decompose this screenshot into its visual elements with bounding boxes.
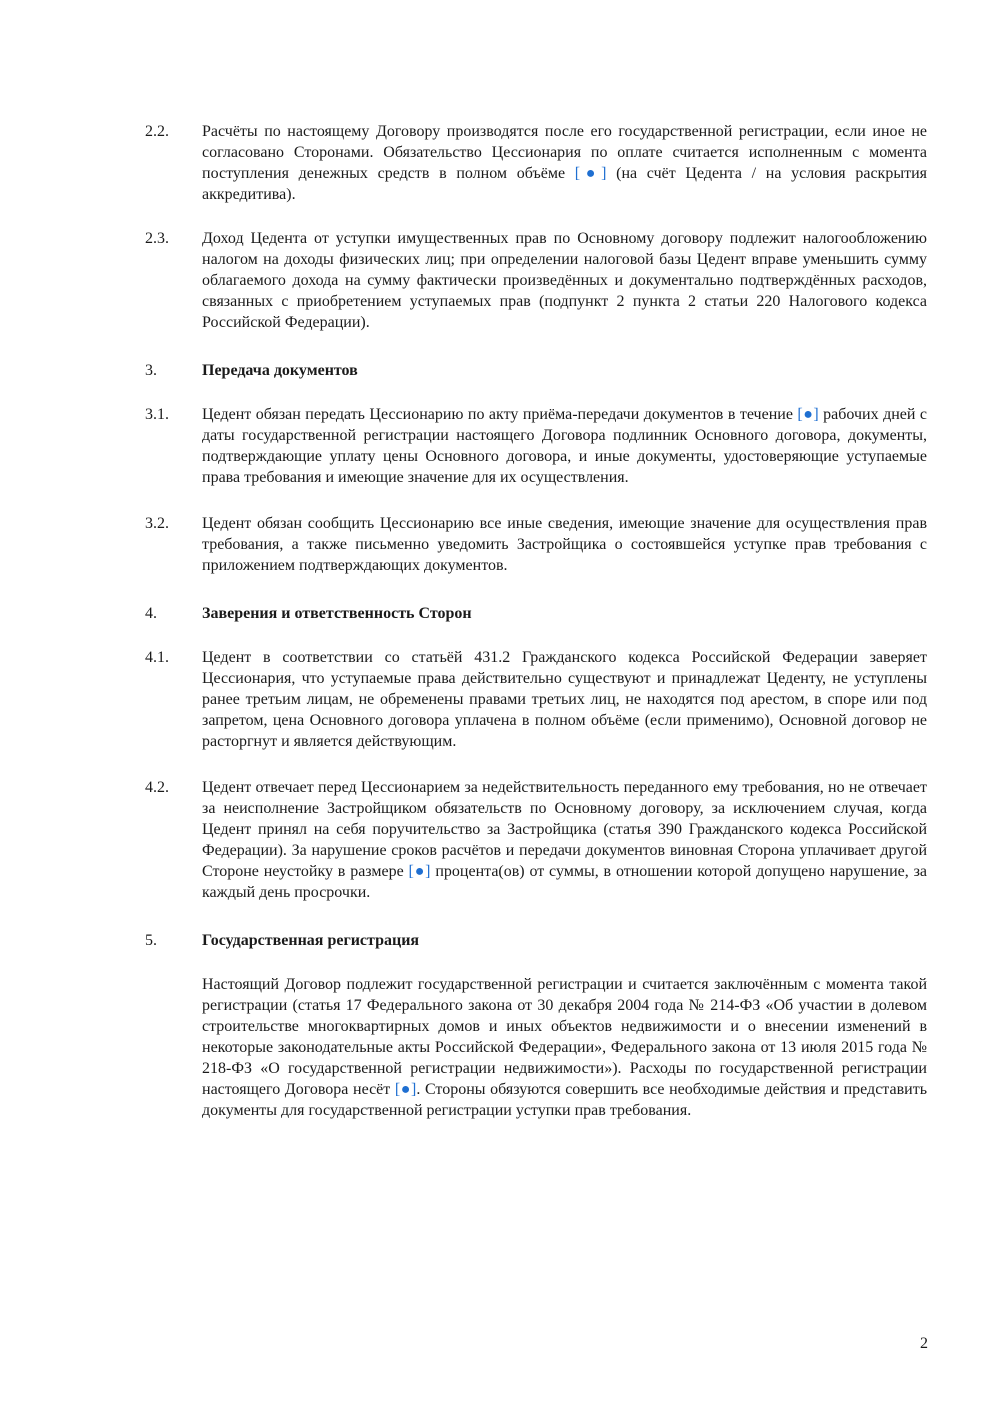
clause-3-1 [145, 404, 927, 488]
clause-3-2 [145, 513, 927, 576]
clause-number: 3.2. [145, 515, 169, 532]
clause-number: 3.1. [145, 406, 169, 423]
clause-number: 2.2. [145, 123, 169, 140]
clause-text-part: процента(ов) от суммы, в отношении которой допущено нарушение, за каждый день просрочки. [202, 863, 927, 901]
clause-number: 4.1. [145, 649, 169, 666]
clause-2-2 [145, 121, 927, 205]
section-title: Государственная регистрация [202, 932, 420, 949]
clause-text-part: Цедент обязан передать Цессионарию по акту приёма-передачи документов в течение [202, 406, 798, 423]
section-heading-3 [145, 360, 927, 381]
clause-text: Цедент в соответствии со статьёй 431.2 Гражданского кодекса Российской Федерации заверяет Цессионария, что уступаемые права действительно существуют и принадлежат Цеденту, не уступлены ранее третьим лицам, не обременены правами третьих лиц, не находятся под арестом, в споре или под запретом, цена Основного договора уплачена в полном объёме (если применимо), Основной договор не расторгнут и является действующим. [202, 649, 927, 750]
clause-text [202, 777, 927, 903]
clause-text-part: . Стороны обязуются совершить все необходимые действия и представить документы для государственной регистрации уступки прав требования. [202, 1081, 927, 1119]
section-heading-5 [145, 930, 927, 951]
section-number: 4. [145, 605, 157, 622]
clause-text [202, 121, 927, 205]
clause-text-part: (на счёт Цедента / на условия раскрытия аккредитива). [202, 165, 927, 203]
clause-number: 4.2. [145, 779, 169, 796]
section-number: 3. [145, 362, 157, 379]
placeholder-mark: [●] [394, 1081, 417, 1098]
clause-text [202, 404, 927, 488]
clause-text-part: Настоящий Договор подлежит государственной регистрации и считается заключённым с момента такой регистрации (статья 17 Федерального закона от 30 декабря 2004 года № 214-ФЗ «Об участии в долевом строительстве многоквартирных домов и иных объектов недвижимости и о внесении изменений в некоторые законодательные акты Российской Федерации», Федерального закона от 13 июля 2015 года № 218-ФЗ «О государственной регистрации недвижимости»). Расходы по государственной регистрации настоящего Договора несёт [202, 976, 927, 1098]
section-5-text [202, 974, 927, 1121]
section-title: Передача документов [202, 362, 358, 379]
clause-text: Доход Цедента от уступки имущественных прав по Основному договору подлежит налогообложению налогом на доходы физических лиц; при определении налоговой базы Цедент вправе уменьшить сумму облагаемого дохода на сумму фактически произведённых и документально подтверждённых расходов, связанных с приобретением уступаемых прав (подпункт 2 пункта 2 статьи 220 Налогового кодекса Российской Федерации). [202, 230, 927, 331]
placeholder-mark: [●] [797, 406, 819, 423]
clause-text-part: рабочих дней с даты государственной регистрации настоящего Договора подлинник Основного договора, документы, подтверждающие уплату цены Основного договора, и иные документы, удостоверяющие уступаемые права требования и имеющие значение для их осуществления. [202, 406, 928, 486]
clause-text-part: Расчёты по настоящему Договору производятся после его государственной регистрации, если иное не согласовано Сторонами. Обязательство Цессионария по оплате считается исполненным с момента поступления денежных средств в полном объёме [202, 123, 927, 182]
section-heading-4 [145, 603, 927, 624]
section-title: Заверения и ответственность Сторон [202, 605, 472, 622]
clause-2-3 [145, 228, 927, 333]
clause-4-2 [145, 777, 927, 903]
clause-4-1 [145, 647, 927, 752]
document-body [145, 121, 927, 1121]
page-number: 2 [920, 1335, 928, 1352]
placeholder-mark: [●] [574, 165, 607, 182]
clause-number: 2.3. [145, 230, 169, 247]
clause-text-part: Цедент отвечает перед Цессионарием за недействительность переданного ему требования, но не отвечает за неисполнение Застройщиком обязательств по Основному договору, за исключением случая, когда Цедент принял на себя поручительство за Застройщика (статья 390 Гражданского кодекса Российской Федерации). За нарушение сроков расчётов и передачи документов виновная Сторона уплачивает другой Стороне неустойку в размере [202, 779, 927, 880]
section-number: 5. [145, 932, 157, 949]
clause-text: Цедент обязан сообщить Цессионарию все иные сведения, имеющие значение для осуществления прав требования, а также письменно уведомить Застройщика о состоявшейся уступке прав требования с приложением подтверждающих документов. [202, 515, 927, 574]
placeholder-mark: [●] [408, 863, 431, 880]
